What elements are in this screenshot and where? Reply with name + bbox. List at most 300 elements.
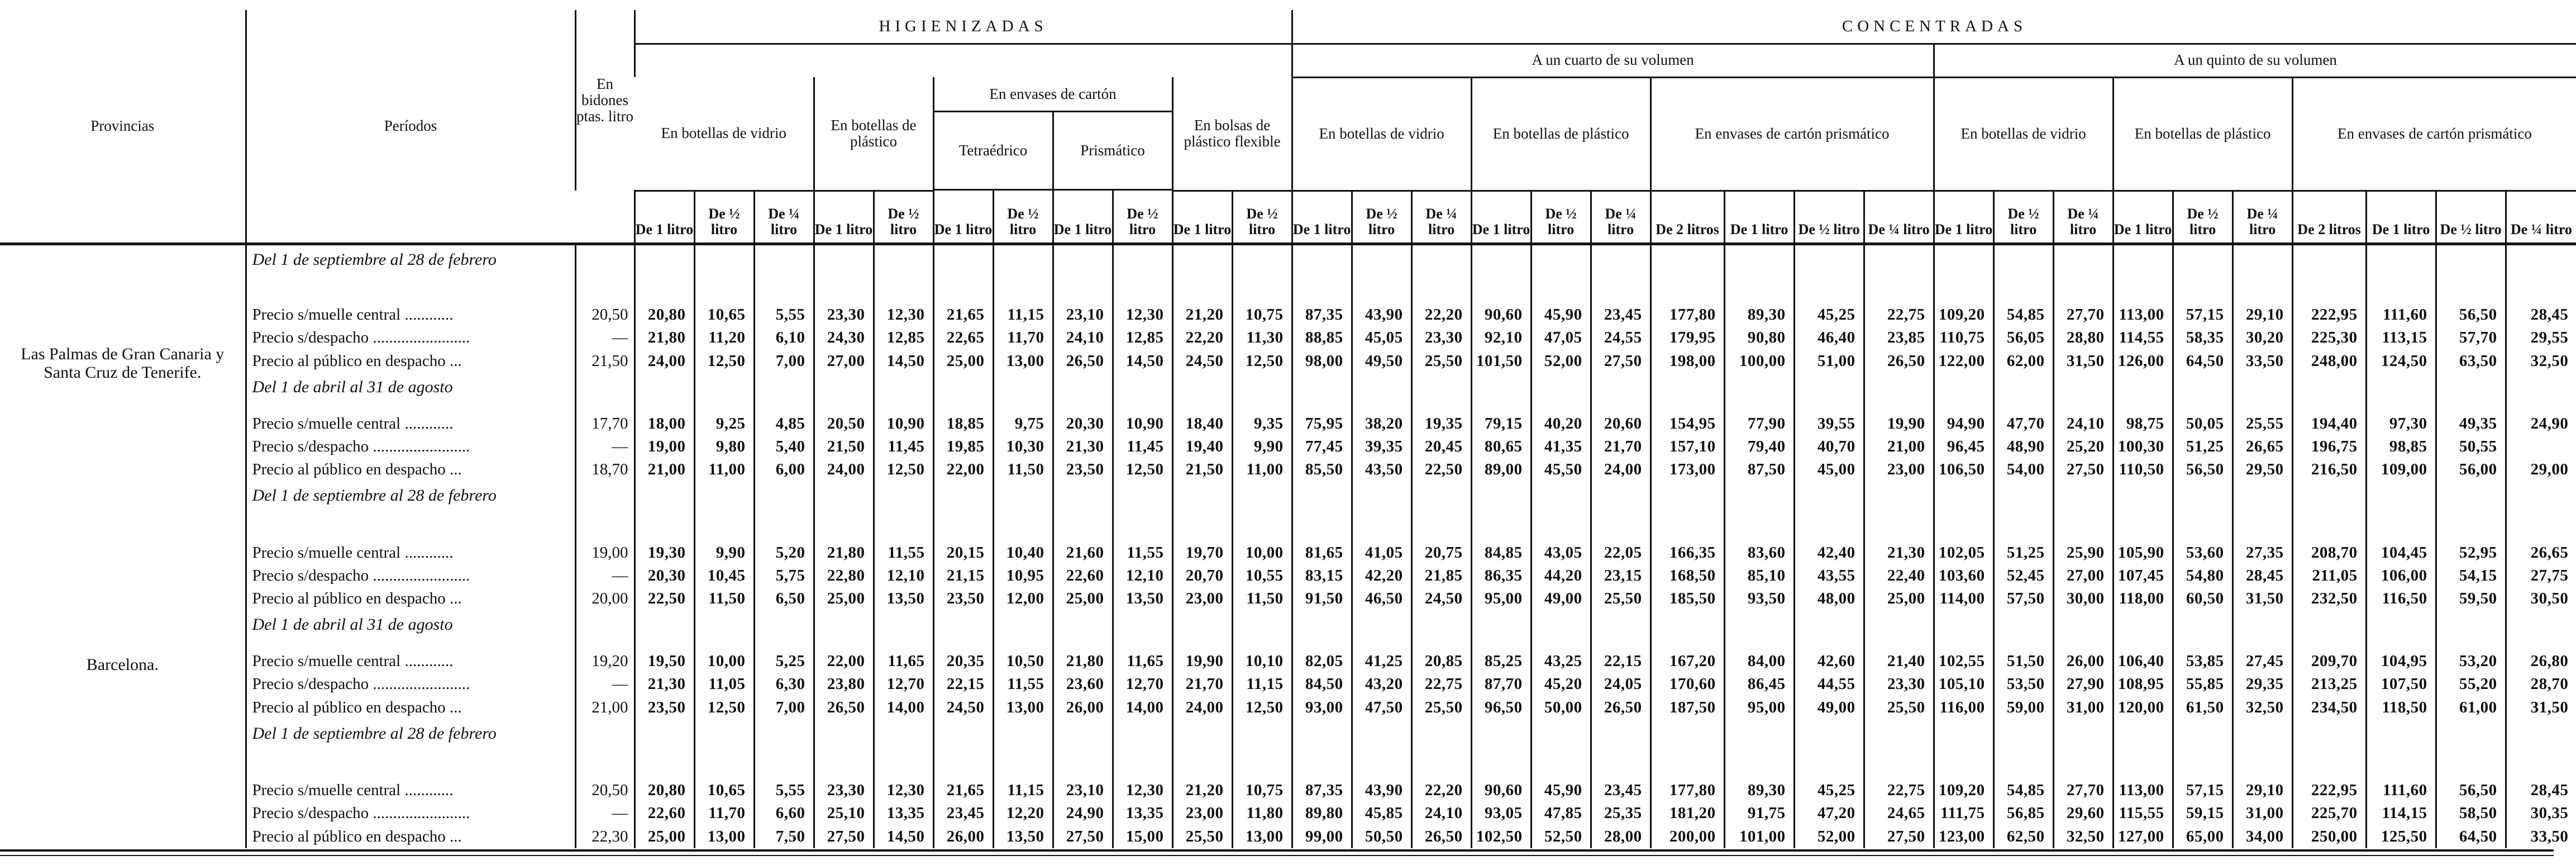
price-value: 25,50 — [1411, 696, 1471, 719]
empty-cell — [1352, 373, 1411, 412]
price-value: 7,00 — [754, 350, 814, 373]
price-value: 5,55 — [754, 303, 814, 326]
price-value: 11,20 — [694, 326, 754, 349]
price-value: 118,00 — [2113, 587, 2173, 610]
price-value: 95,00 — [1724, 696, 1794, 719]
price-row — [0, 587, 2576, 610]
price-value: 99,00 — [1292, 825, 1352, 849]
bidones-value: 17,70 — [575, 412, 635, 435]
price-value: 25,50 — [1864, 696, 1934, 719]
price-value: 12,50 — [1113, 458, 1172, 481]
price-value: 106,00 — [2366, 564, 2436, 587]
price-value: 11,55 — [874, 541, 933, 564]
price-value: 26,50 — [1864, 350, 1934, 373]
price-value: 26,50 — [1411, 825, 1471, 849]
unit-header: De 1 litro — [1934, 191, 1993, 244]
unit-header: De 1 litro — [933, 191, 993, 244]
empty-cell — [1352, 481, 1411, 541]
bidones-value: — — [575, 326, 635, 349]
price-value: 225,70 — [2292, 802, 2366, 825]
price-value: 24,00 — [1591, 458, 1650, 481]
price-value: 15,00 — [1113, 825, 1172, 849]
price-value: 25,00 — [1864, 587, 1934, 610]
price-value: 61,00 — [2436, 696, 2506, 719]
price-value: 12,30 — [874, 303, 933, 326]
price-value: 26,00 — [933, 825, 993, 849]
price-value: 9,75 — [993, 412, 1053, 435]
price-value: 86,45 — [1724, 673, 1794, 696]
price-value: 79,15 — [1471, 412, 1531, 435]
empty-cell — [1232, 373, 1292, 412]
price-value: 23,15 — [1591, 564, 1650, 587]
empty-cell — [754, 719, 814, 779]
price-value: 84,00 — [1724, 650, 1794, 673]
c4-vidrio-header: En botellas de vidrio — [1292, 77, 1471, 191]
price-value: 167,20 — [1650, 650, 1724, 673]
price-value: 21,70 — [1172, 673, 1232, 696]
price-value: 59,00 — [1993, 696, 2053, 719]
price-value: 80,65 — [1471, 435, 1531, 458]
empty-cell — [2053, 719, 2113, 779]
price-value: 24,00 — [1172, 696, 1232, 719]
empty-cell — [1172, 481, 1232, 541]
empty-cell — [575, 481, 635, 541]
price-value: 20,15 — [933, 541, 993, 564]
price-value: 25,00 — [814, 587, 874, 610]
price-value: 26,50 — [1053, 350, 1113, 373]
h-tetra-header: Tetraédrico — [958, 141, 1028, 159]
price-row — [0, 435, 2576, 458]
row-label: Precio s/despacho ........................ — [246, 802, 575, 825]
price-value: 5,20 — [754, 541, 814, 564]
row-label: Precio s/muelle central ............ — [246, 779, 575, 802]
empty-cell — [754, 481, 814, 541]
period-title: Del 1 de septiembre al 28 de febrero — [246, 481, 575, 541]
row-label: Precio s/muelle central ............ — [246, 412, 575, 435]
price-value: 12,70 — [874, 673, 933, 696]
price-value: 10,00 — [1232, 541, 1292, 564]
price-value: 62,50 — [1993, 825, 2053, 849]
price-value: 11,55 — [993, 673, 1053, 696]
price-value: 41,05 — [1352, 541, 1411, 564]
empty-cell — [2232, 481, 2292, 541]
price-value: 21,30 — [635, 673, 694, 696]
price-value: 209,70 — [2292, 650, 2366, 673]
price-value: 52,50 — [1531, 825, 1591, 849]
h-vidrio-header: En botellas de vidrio — [635, 77, 814, 191]
price-value: 21,85 — [1411, 564, 1471, 587]
empty-cell — [2232, 610, 2292, 650]
price-value: 47,70 — [1993, 412, 2053, 435]
empty-cell — [2366, 481, 2436, 541]
price-value: 23,10 — [1053, 779, 1113, 802]
empty-cell — [1352, 610, 1411, 650]
empty-cell — [1352, 719, 1411, 779]
price-value: 11,00 — [1232, 458, 1292, 481]
price-value: 25,55 — [2232, 412, 2292, 435]
price-value: 19,70 — [1172, 541, 1232, 564]
price-value: 194,40 — [2292, 412, 2366, 435]
empty-cell — [1292, 373, 1352, 412]
period-row — [0, 610, 2576, 650]
price-value: 20,30 — [1053, 412, 1113, 435]
price-row — [0, 696, 2576, 719]
empty-cell — [1650, 719, 1724, 779]
price-value: 22,05 — [1591, 541, 1650, 564]
price-value: 29,50 — [2232, 458, 2292, 481]
bidones-header: En bidones ptas. litro — [575, 10, 635, 191]
table-header — [0, 10, 2576, 244]
bidones-value: 19,20 — [575, 650, 635, 673]
price-value: 26,65 — [2506, 541, 2576, 564]
empty-cell — [1292, 610, 1352, 650]
provincias-header: Provincias — [0, 10, 246, 244]
quinto-volumen-header: A un quinto de su volumen — [1934, 44, 2576, 77]
provincia-cell: Barcelona. — [86, 655, 159, 674]
price-value: 25,00 — [1053, 587, 1113, 610]
price-value: 27,70 — [2053, 303, 2113, 326]
c5-vidrio-header: En botellas de vidrio — [1934, 77, 2113, 191]
unit-header: De 1 litro — [1724, 191, 1794, 244]
price-value: 125,50 — [2366, 825, 2436, 849]
price-value: 10,65 — [694, 303, 754, 326]
empty-cell — [1232, 481, 1292, 541]
bottom-rule-thin — [0, 855, 2554, 856]
price-value: 84,50 — [1292, 673, 1352, 696]
price-value: 23,45 — [1591, 779, 1650, 802]
price-value: 173,00 — [1650, 458, 1724, 481]
empty-cell — [754, 610, 814, 650]
price-value: 187,50 — [1650, 696, 1724, 719]
price-value: 105,90 — [2113, 541, 2173, 564]
price-value: 21,30 — [1053, 435, 1113, 458]
empty-cell — [933, 481, 993, 541]
price-value: 177,80 — [1650, 303, 1724, 326]
empty-cell — [1172, 244, 1232, 303]
price-value: 106,40 — [2113, 650, 2173, 673]
price-value: 25,90 — [2053, 541, 2113, 564]
row-label: Precio s/muelle central ............ — [246, 541, 575, 564]
price-value: 27,00 — [814, 350, 874, 373]
price-value: 22,20 — [1411, 303, 1471, 326]
price-value: 11,15 — [993, 303, 1053, 326]
price-value: 49,00 — [1794, 696, 1864, 719]
price-value: 114,55 — [2113, 326, 2173, 349]
price-value: 250,00 — [2292, 825, 2366, 849]
price-value: 24,55 — [1591, 326, 1650, 349]
price-value: 100,00 — [1724, 350, 1794, 373]
empty-cell — [2366, 610, 2436, 650]
unit-header: De ¼ litro — [754, 191, 814, 244]
price-row — [0, 779, 2576, 802]
price-value: 22,75 — [1864, 779, 1934, 802]
empty-cell — [1292, 719, 1352, 779]
empty-cell — [1724, 373, 1794, 412]
price-value: 98,85 — [2366, 435, 2436, 458]
price-value: 22,60 — [635, 802, 694, 825]
price-value: 11,65 — [874, 650, 933, 673]
price-value: 18,00 — [635, 412, 694, 435]
empty-cell — [1172, 719, 1232, 779]
empty-cell — [933, 610, 993, 650]
price-value: 47,20 — [1794, 802, 1864, 825]
unit-header: De ½ litro — [2173, 191, 2232, 244]
price-value: 11,45 — [874, 435, 933, 458]
price-value: 58,50 — [2436, 802, 2506, 825]
empty-cell — [1794, 610, 1864, 650]
price-value: 22,75 — [1864, 303, 1934, 326]
price-value: 52,45 — [1993, 564, 2053, 587]
price-value: 50,55 — [2436, 435, 2506, 458]
empty-cell — [2232, 244, 2292, 303]
price-value: 90,60 — [1471, 779, 1531, 802]
price-value: 30,35 — [2506, 802, 2576, 825]
price-value: 103,60 — [1934, 564, 1993, 587]
price-value: 30,50 — [2506, 587, 2576, 610]
unit-header: De ¼ litro — [2232, 191, 2292, 244]
price-row — [0, 412, 2576, 435]
price-value: 107,45 — [2113, 564, 2173, 587]
price-value — [2506, 435, 2576, 458]
empty-cell — [754, 244, 814, 303]
period-row — [0, 481, 2576, 541]
price-value: 23,00 — [1172, 802, 1232, 825]
price-value: 18,40 — [1172, 412, 1232, 435]
price-value: 5,75 — [754, 564, 814, 587]
price-value: 24,50 — [1411, 587, 1471, 610]
price-value: 41,35 — [1531, 435, 1591, 458]
empty-cell — [2113, 481, 2173, 541]
price-value: 89,00 — [1471, 458, 1531, 481]
price-value: 21,15 — [933, 564, 993, 587]
empty-cell — [1724, 610, 1794, 650]
price-value: 10,75 — [1232, 779, 1292, 802]
price-value: 22,60 — [1053, 564, 1113, 587]
unit-header: De 1 litro — [814, 191, 874, 244]
price-value: 24,10 — [1053, 326, 1113, 349]
price-value: 27,70 — [2053, 779, 2113, 802]
price-value: 53,85 — [2173, 650, 2232, 673]
price-value: 12,50 — [1232, 350, 1292, 373]
price-value: 45,50 — [1531, 458, 1591, 481]
price-value: 26,00 — [2053, 650, 2113, 673]
price-value: 10,30 — [993, 435, 1053, 458]
price-value: 12,00 — [993, 587, 1053, 610]
bidones-value: 21,50 — [575, 350, 635, 373]
empty-cell — [1993, 481, 2053, 541]
empty-cell — [1591, 244, 1650, 303]
price-value: 23,10 — [1053, 303, 1113, 326]
price-value: 12,20 — [993, 802, 1053, 825]
period-title: Del 1 de abril al 31 de agosto — [246, 373, 575, 412]
price-value: 222,95 — [2292, 779, 2366, 802]
milk-price-table — [0, 10, 2576, 848]
price-value: 20,80 — [635, 303, 694, 326]
price-value: 13,50 — [993, 825, 1053, 849]
price-value: 181,20 — [1650, 802, 1724, 825]
price-value: 47,85 — [1531, 802, 1591, 825]
price-value: 48,00 — [1794, 587, 1864, 610]
unit-header: De ½ litro — [1113, 191, 1172, 244]
price-value: 77,90 — [1724, 412, 1794, 435]
price-value: 53,60 — [2173, 541, 2232, 564]
periodos-header: Períodos — [246, 10, 575, 244]
price-value: 96,50 — [1471, 696, 1531, 719]
empty-cell — [1934, 719, 1993, 779]
concentradas-header: CONCENTRADAS — [1292, 10, 2576, 44]
price-value: 29,55 — [2506, 326, 2576, 349]
price-value: 32,50 — [2506, 350, 2576, 373]
price-value: 111,75 — [1934, 802, 1993, 825]
empty-cell — [694, 373, 754, 412]
price-value: 62,00 — [1993, 350, 2053, 373]
price-value: 27,50 — [2053, 458, 2113, 481]
price-value: 23,45 — [1591, 303, 1650, 326]
row-label: Precio al público en despacho ... — [246, 458, 575, 481]
price-value: 22,50 — [1411, 458, 1471, 481]
price-value: 32,50 — [2053, 825, 2113, 849]
price-value: 31,50 — [2506, 696, 2576, 719]
price-value: 90,80 — [1724, 326, 1794, 349]
empty-cell — [1724, 481, 1794, 541]
empty-cell — [1794, 373, 1864, 412]
price-value: 27,00 — [2053, 564, 2113, 587]
bidones-value: — — [575, 564, 635, 587]
empty-cell — [2436, 481, 2506, 541]
price-value: 7,00 — [754, 696, 814, 719]
price-value: 12,85 — [874, 326, 933, 349]
price-value: 28,70 — [2506, 673, 2576, 696]
price-value: 50,00 — [1531, 696, 1591, 719]
price-value: 84,85 — [1471, 541, 1531, 564]
row-label: Precio s/despacho ........................ — [246, 326, 575, 349]
price-value: 21,20 — [1172, 779, 1232, 802]
empty-cell — [694, 610, 754, 650]
empty-cell — [2436, 373, 2506, 412]
price-value: 31,50 — [2053, 350, 2113, 373]
price-value: 5,40 — [754, 435, 814, 458]
price-value: 21,30 — [1864, 541, 1934, 564]
empty-cell — [2173, 373, 2232, 412]
unit-header: De 2 litros — [1650, 191, 1724, 244]
empty-cell — [635, 481, 694, 541]
price-value: 5,25 — [754, 650, 814, 673]
empty-cell — [2232, 719, 2292, 779]
empty-cell — [1292, 481, 1352, 541]
price-value: 11,50 — [1232, 587, 1292, 610]
price-value: 97,30 — [2366, 412, 2436, 435]
empty-cell — [814, 610, 874, 650]
empty-cell — [933, 244, 993, 303]
price-value: 96,45 — [1934, 435, 1993, 458]
price-value: 12,10 — [1113, 564, 1172, 587]
price-value: 56,50 — [2436, 303, 2506, 326]
price-row — [0, 825, 2576, 849]
price-value: 57,15 — [2173, 303, 2232, 326]
price-value: 23,45 — [933, 802, 993, 825]
price-value: 87,50 — [1724, 458, 1794, 481]
empty-cell — [1053, 610, 1113, 650]
price-value: 41,25 — [1352, 650, 1411, 673]
price-value: 23,00 — [1864, 458, 1934, 481]
price-value: 23,30 — [814, 779, 874, 802]
empty-cell — [1471, 373, 1531, 412]
empty-cell — [1053, 719, 1113, 779]
price-value: 56,05 — [1993, 326, 2053, 349]
price-value: 10,95 — [993, 564, 1053, 587]
unit-header: De ½ litro — [694, 191, 754, 244]
price-value: 43,90 — [1352, 303, 1411, 326]
price-value: 92,10 — [1471, 326, 1531, 349]
unit-header: De ½ litro — [1232, 191, 1292, 244]
empty-cell — [575, 373, 635, 412]
empty-cell — [933, 719, 993, 779]
price-value: 10,90 — [1113, 412, 1172, 435]
empty-cell — [1471, 481, 1531, 541]
price-value: 22,40 — [1864, 564, 1934, 587]
price-value: 12,50 — [1232, 696, 1292, 719]
price-value: 11,70 — [694, 802, 754, 825]
price-value: 86,35 — [1471, 564, 1531, 587]
empty-cell — [2232, 373, 2292, 412]
empty-cell — [814, 244, 874, 303]
row-label: Precio s/despacho ........................ — [246, 564, 575, 587]
price-value: 98,00 — [1292, 350, 1352, 373]
price-value: 83,60 — [1724, 541, 1794, 564]
price-value: 64,50 — [2436, 825, 2506, 849]
price-value: 95,00 — [1471, 587, 1531, 610]
unit-header: De ¼ litro — [2053, 191, 2113, 244]
price-value: 114,00 — [1934, 587, 1993, 610]
bidones-value: — — [575, 802, 635, 825]
price-value: 10,10 — [1232, 650, 1292, 673]
price-value: 60,50 — [2173, 587, 2232, 610]
empty-cell — [1531, 244, 1591, 303]
period-row — [0, 373, 2576, 412]
price-value: 56,00 — [2436, 458, 2506, 481]
price-value: 23,30 — [814, 303, 874, 326]
price-value: 104,95 — [2366, 650, 2436, 673]
empty-cell — [2366, 719, 2436, 779]
empty-cell — [1864, 610, 1934, 650]
price-value: 49,00 — [1531, 587, 1591, 610]
c4-plastico-header: En botellas de plástico — [1471, 77, 1650, 191]
empty-cell — [2173, 719, 2232, 779]
row-label: Precio al público en despacho ... — [246, 587, 575, 610]
empty-cell — [2173, 481, 2232, 541]
price-value: 20,70 — [1172, 564, 1232, 587]
price-value: 28,80 — [2053, 326, 2113, 349]
price-value: 25,50 — [1591, 587, 1650, 610]
price-value: 6,10 — [754, 326, 814, 349]
price-value: 123,00 — [1934, 825, 1993, 849]
price-value: 94,90 — [1934, 412, 1993, 435]
unit-header: De 2 litros — [2292, 191, 2366, 244]
bidones-value: 20,50 — [575, 779, 635, 802]
empty-cell — [1531, 481, 1591, 541]
row-label: Precio al público en despacho ... — [246, 825, 575, 849]
empty-cell — [1411, 481, 1471, 541]
empty-cell — [814, 481, 874, 541]
price-value: 12,30 — [1113, 303, 1172, 326]
price-value: 54,85 — [1993, 779, 2053, 802]
price-value: 166,35 — [1650, 541, 1724, 564]
price-value: 93,05 — [1471, 802, 1531, 825]
price-value: 20,45 — [1411, 435, 1471, 458]
price-value: 107,50 — [2366, 673, 2436, 696]
price-value: 83,15 — [1292, 564, 1352, 587]
price-value: 43,25 — [1531, 650, 1591, 673]
